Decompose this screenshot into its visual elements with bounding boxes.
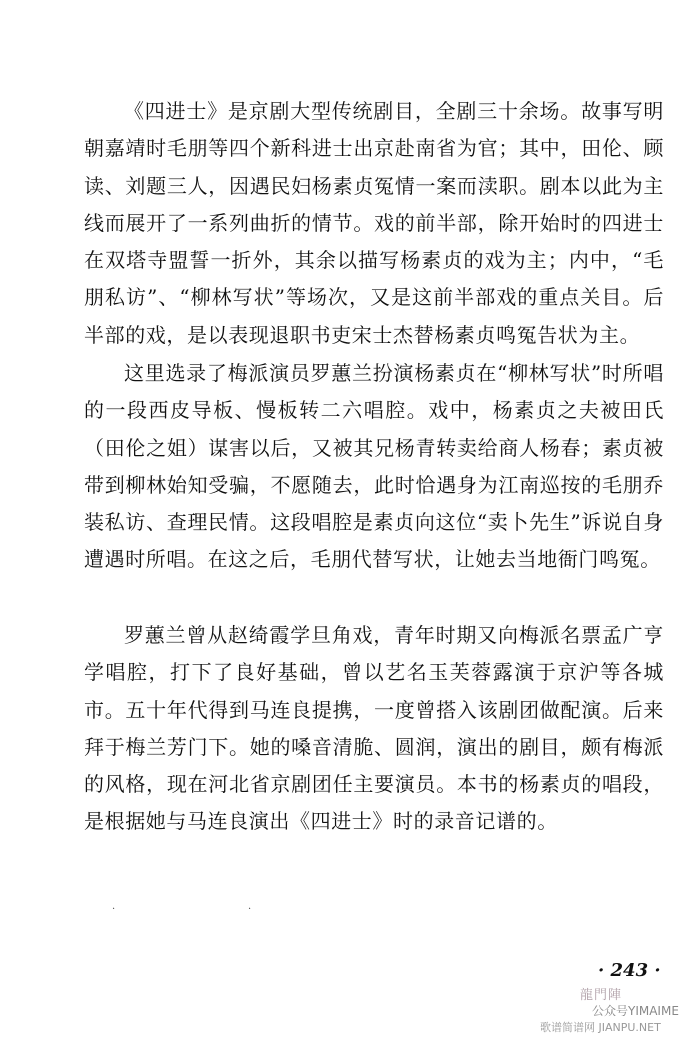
- watermark-account: 公众号YIMAIME: [592, 1004, 679, 1018]
- paragraph-performer: 罗蕙兰曾从赵绮霞学旦角戏，青年时期又向梅派名票孟广亨学唱腔，打下了良好基础，曾以艺名玉芙蓉露演于京沪等各城市。五十年代得到马连良提携，一度曾搭入该剧团做配演。后来拜于梅兰芳门下。她的嗓音清脆、圆润，演出的剧目，颇有梅派的风格，现在河北省京剧团任主要演员。本书的杨素贞的唱段，是根据她与马连良演出《四进士》时的录音记谱的。: [84, 623, 664, 834]
- watermark-site: 歌谱简谱网 JIANPU.NET: [540, 1021, 661, 1034]
- paragraph-intro: 《四进士》是京剧大型传统剧目，全剧三十余场。故事写明朝嘉靖时毛朋等四个新科进士出京赴南省为官；其中，田伦、顾读、刘题三人，因遇民妇杨素贞冤情一案而渎职。剧本以此为主线而展开了一系列曲折的情节。戏的前半部，除开始时的四进士在双塔寺盟誓一折外，其余以描写杨素贞的戏为主；内中，“毛朋私访”、“柳林写状”等场次，又是这前半部戏的重点关目。后半部的戏，是以表现退职书吏宋士杰替杨素贞鸣冤告状为主。: [84, 99, 664, 347]
- scan-speck-dots: ·: [248, 904, 254, 915]
- page-number: · 243 ·: [598, 960, 661, 981]
- paragraph-selection: 这里选录了梅派演员罗蕙兰扮演杨素贞在“柳林写状”时所唱的一段西皮导板、慢板转二六唱腔。戏中，杨素贞之夫被田氏（田伦之姐）谋害以后，又被其兄杨青转卖给商人杨春；素贞被带到柳林始知受骗，不愿随去，此时恰遇身为江南巡按的毛朋乔装私访、查理民情。这段唱腔是素贞向这位“卖卜先生”诉说自身遭遇时所唱。在这之后，毛朋代替写状，让她去当地衙门鸣冤。: [84, 361, 664, 572]
- scan-speck-dots: ·: [112, 904, 118, 915]
- watermark-logo: 龍門陣: [580, 988, 623, 1003]
